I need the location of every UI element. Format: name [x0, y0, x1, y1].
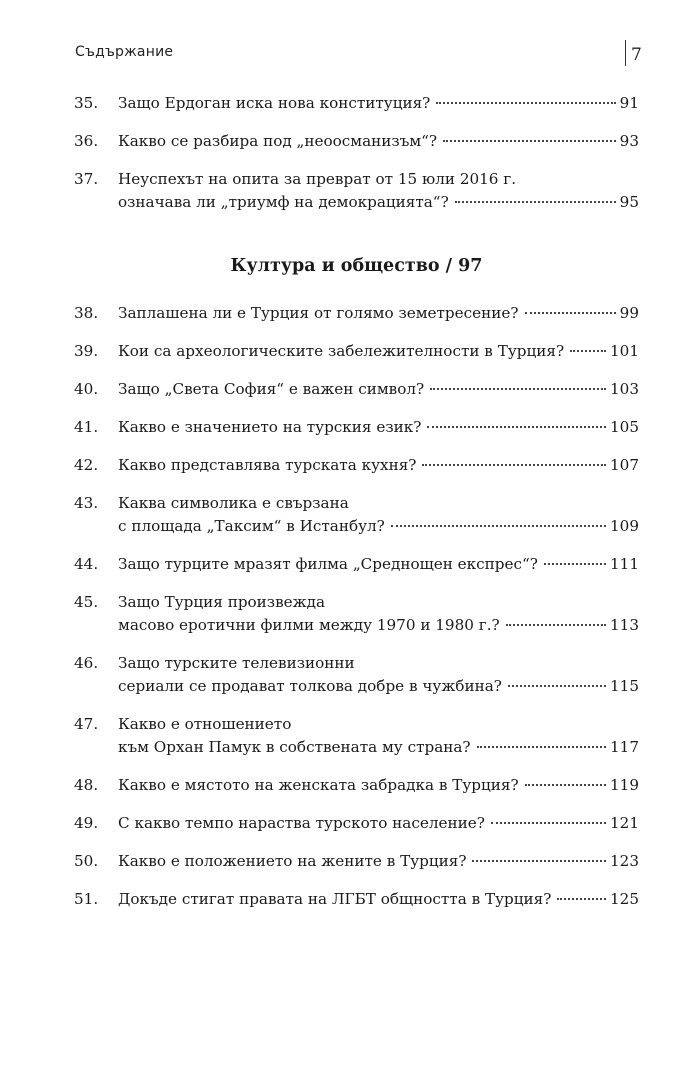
entry-title: Докъде стигат правата на ЛГБТ общността в Турция?	[118, 890, 552, 908]
toc-entry[interactable]	[74, 850, 639, 873]
toc-entry-line	[74, 850, 639, 873]
entry-number: 38.	[74, 304, 99, 322]
entry-title: Защо „Света София“ е важен символ?	[118, 380, 425, 398]
toc-entry-line	[74, 713, 639, 736]
entry-page-number: 123	[610, 852, 639, 870]
dot-leader	[508, 685, 606, 687]
entry-page-number: 119	[610, 776, 639, 794]
entry-title: сериали се продават толкова добре в чужбина?	[118, 677, 502, 695]
toc-entry[interactable]	[74, 416, 639, 439]
toc-entry[interactable]	[74, 92, 639, 115]
dot-leader	[430, 388, 606, 390]
dot-leader	[491, 822, 606, 824]
toc-entry[interactable]	[74, 454, 639, 477]
entry-title: Какво е положението на жените в Турция?	[118, 852, 467, 870]
entry-title: масово еротични филми между 1970 и 1980 г.?	[118, 616, 500, 634]
toc-entry-line	[74, 340, 639, 363]
entry-page-number: 101	[610, 342, 639, 360]
dot-leader	[472, 860, 606, 862]
entry-number: 40.	[74, 380, 99, 398]
toc-entry[interactable]	[74, 652, 639, 698]
dot-leader	[436, 102, 615, 104]
entry-number: 46.	[74, 654, 99, 672]
toc-entry[interactable]	[74, 168, 639, 214]
entry-title: Какво е мястото на женската забрадка в Турция?	[118, 776, 519, 794]
entry-title: означава ли „триумф на демокрацията“?	[118, 193, 449, 211]
entry-title: с площада „Таксим“ в Истанбул?	[118, 517, 385, 535]
toc-entry-line	[74, 675, 639, 698]
toc-entry-line	[74, 736, 639, 759]
entry-number: 44.	[74, 555, 99, 573]
toc-entries-culture	[74, 302, 639, 911]
entry-title: Какво представлява турската кухня?	[118, 456, 417, 474]
entry-page-number: 107	[610, 456, 639, 474]
toc-entry[interactable]	[74, 302, 639, 325]
entry-number: 49.	[74, 814, 99, 832]
entry-title: Кои са археологическите забележителности в Турция?	[118, 342, 565, 360]
entry-page-number: 115	[610, 677, 639, 695]
entry-title: Какво е значението на турския език?	[118, 418, 422, 436]
toc-entries-politics	[74, 92, 639, 214]
entry-title: Защо Турция произвежда	[118, 593, 326, 611]
toc-entry-line	[74, 553, 639, 576]
entry-page-number: 109	[610, 517, 639, 535]
dot-leader	[455, 201, 616, 203]
toc-entry[interactable]	[74, 774, 639, 797]
toc-entry-line	[74, 614, 639, 637]
table-of-contents	[74, 92, 639, 926]
entry-title: към Орхан Памук в собствената му страна?	[118, 738, 471, 756]
toc-entry-line	[74, 812, 639, 835]
dot-leader	[422, 464, 606, 466]
entry-title: Защо Ердоган иска нова конституция?	[118, 94, 431, 112]
toc-entry[interactable]	[74, 591, 639, 637]
toc-entry-line	[74, 492, 639, 515]
toc-entry-line	[74, 888, 639, 911]
entry-number: 43.	[74, 494, 99, 512]
toc-entry[interactable]	[74, 888, 639, 911]
dot-leader	[391, 525, 606, 527]
toc-entry-line	[74, 515, 639, 538]
toc-entry[interactable]	[74, 378, 639, 401]
toc-entry-line	[74, 92, 639, 115]
toc-entry[interactable]	[74, 130, 639, 153]
entry-page-number: 91	[619, 94, 639, 112]
entry-number: 37.	[74, 170, 99, 188]
dot-leader	[525, 312, 616, 314]
toc-entry-line	[74, 130, 639, 153]
toc-entry-line	[74, 416, 639, 439]
toc-entry-line	[74, 652, 639, 675]
entry-page-number: 121	[610, 814, 639, 832]
entry-page-number: 95	[619, 193, 639, 211]
section-heading: Култура и общество / 97	[230, 256, 483, 276]
entry-number: 51.	[74, 890, 99, 908]
entry-number: 47.	[74, 715, 99, 733]
toc-entry[interactable]	[74, 492, 639, 538]
dot-leader	[477, 746, 606, 748]
entry-title: Защо турските телевизионни	[118, 654, 355, 672]
toc-entry-line	[74, 168, 639, 191]
toc-entry[interactable]	[74, 812, 639, 835]
entry-number: 39.	[74, 342, 99, 360]
entry-number: 45.	[74, 593, 99, 611]
toc-entry-line	[74, 591, 639, 614]
dot-leader	[557, 898, 606, 900]
entry-page-number: 117	[610, 738, 639, 756]
entry-title: Какво се разбира под „неоосманизъм“?	[118, 132, 438, 150]
entry-page-number: 125	[610, 890, 639, 908]
entry-page-number: 93	[619, 132, 639, 150]
dot-leader	[427, 426, 606, 428]
toc-entry-line	[74, 191, 639, 214]
entry-page-number: 111	[610, 555, 639, 573]
toc-entry[interactable]	[74, 713, 639, 759]
toc-entry[interactable]	[74, 553, 639, 576]
toc-entry-line	[74, 302, 639, 325]
entry-title: Защо турците мразят филма „Среднощен експрес“?	[118, 555, 538, 573]
toc-entry-line	[74, 454, 639, 477]
dot-leader	[443, 140, 616, 142]
dot-leader	[525, 784, 606, 786]
entry-number: 35.	[74, 94, 99, 112]
toc-entry-line	[74, 378, 639, 401]
entry-number: 50.	[74, 852, 99, 870]
entry-page-number: 105	[610, 418, 639, 436]
dot-leader	[544, 563, 606, 565]
entry-number: 48.	[74, 776, 99, 794]
entry-number: 36.	[74, 132, 99, 150]
entry-title: Какво е отношението	[118, 715, 292, 733]
dot-leader	[506, 624, 606, 626]
page-number: 7	[625, 40, 642, 66]
entry-page-number: 99	[619, 304, 639, 322]
entry-title: Каква символика е свързана	[118, 494, 349, 512]
entry-title: С какво темпо нараства турското население?	[118, 814, 485, 832]
toc-entry-line	[74, 774, 639, 797]
entry-title: Заплашена ли е Турция от голямо земетресение?	[118, 304, 519, 322]
entry-number: 41.	[74, 418, 99, 436]
entry-title: Неуспехът на опита за преврат от 15 юли 2016 г.	[118, 170, 517, 188]
toc-entry[interactable]	[74, 340, 639, 363]
entry-page-number: 103	[610, 380, 639, 398]
entry-page-number: 113	[610, 616, 639, 634]
running-header-title: Съдържание	[75, 44, 174, 60]
dot-leader	[570, 350, 606, 352]
entry-number: 42.	[74, 456, 99, 474]
